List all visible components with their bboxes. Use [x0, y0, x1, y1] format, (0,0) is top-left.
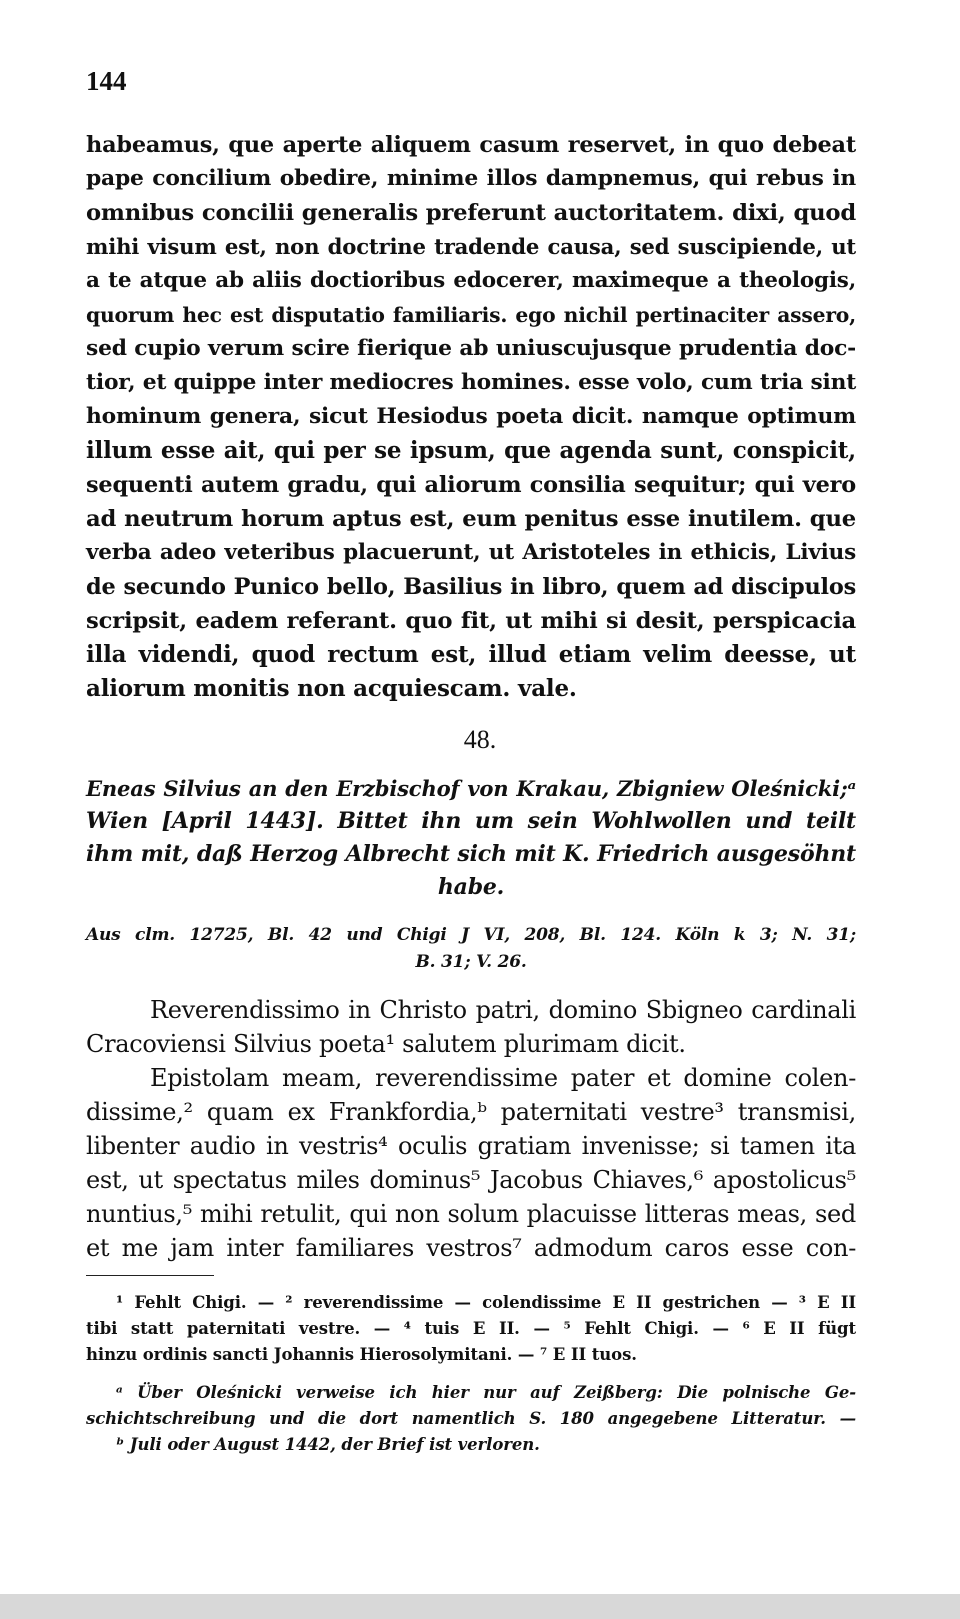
body-line: pape concilium obedire, minime illos dampnemus, qui rebus in [86, 166, 856, 191]
letter-line: dissime,² quam ex Frankfordia,ᵇ paternitati vestre³ transmisi, [86, 1098, 856, 1126]
body-line: sed cupio verum scire fierique ab uniuscujusque prudentia doc- [86, 336, 856, 361]
footnote-line: ᵃ Über Oleśnicki verweise ich hier nur auf Zeißberg: Die polnische Ge- [116, 1383, 856, 1402]
body-line: mihi visum est, non doctrine tradende causa, sed suscipiende, ut [86, 234, 856, 259]
source-line: B. 31; V. 26. [415, 952, 527, 972]
body-line: hominum genera, sicut Hesiodus poeta dicit. namque optimum [86, 404, 856, 429]
summary-line: ihm mit, daß Herzog Albrecht sich mit K. Friedrich ausgesöhnt [86, 841, 856, 867]
letter-line: est, ut spectatus miles dominus⁵ Jacobus Chiaves,⁶ apostolicus⁵ [86, 1166, 856, 1194]
body-line: quorum hec est disputatio familiaris. ego nichil pertinaciter assero, [86, 303, 856, 327]
letter-line: Epistolam meam, reverendissime pater et domine colen- [150, 1064, 856, 1092]
source-line: Aus clm. 12725, Bl. 42 und Chigi J VI, 208, Bl. 124. Köln k 3; N. 31; [86, 925, 856, 945]
footnote-line: ᵇ Juli oder August 1442, der Brief ist verloren. [116, 1435, 540, 1454]
body-line: omnibus concilii generalis preferunt auctoritatem. dixi, quod [86, 200, 856, 226]
letter-line: et me jam inter familiares vestros⁷ admodum caros esse con- [86, 1234, 856, 1262]
footnote-line: hinzu ordinis sancti Johannis Hierosolymitani. — ⁷ E II tuos. [86, 1345, 637, 1364]
body-line: sequenti autem gradu, qui aliorum consilia sequitur; qui vero [86, 472, 856, 498]
body-line: habeamus, que aperte aliquem casum reservet, in quo debeat [86, 132, 856, 158]
scan-bottom-edge [0, 1594, 960, 1619]
body-text [86, 128, 856, 706]
letter-summary [86, 772, 856, 904]
letter-text [86, 993, 856, 1265]
body-line: scripsit, eadem referant. quo fit, ut mihi si desit, perspicacia [86, 608, 856, 634]
body-line: illa videndi, quod rectum est, illud etiam velim deesse, ut [86, 641, 856, 668]
footnote-rule [86, 1275, 214, 1276]
footnote-line: ¹ Fehlt Chigi. — ² reverendissime — colendissime E II gestrichen — ³ E II [116, 1293, 856, 1312]
letter-number: 48. [463, 725, 497, 754]
letter-line: Reverendissimo in Christo patri, domino Sbigneo cardinali [150, 996, 856, 1024]
body-line: ad neutrum horum aptus est, eum penitus esse inutilem. que [86, 506, 856, 532]
body-line: aliorum monitis non acquiescam. vale. [86, 675, 577, 702]
letter-line: nuntius,⁵ mihi retulit, qui non solum placuisse litteras meas, sed [86, 1200, 856, 1228]
body-line: illum esse ait, qui per se ipsum, que agenda sunt, conspicit, [86, 437, 856, 464]
body-line: tior, et quippe inter mediocres homines. esse volo, cum tria sint [86, 370, 857, 395]
body-line: de secundo Punico bello, Basilius in libro, quem ad discipulos [86, 574, 856, 600]
footnotes-numeric [86, 1290, 856, 1368]
body-line: a te atque ab aliis doctioribus edocerer, maximeque a theologis, [86, 268, 856, 293]
letter-line: Cracoviensi Silvius poeta¹ salutem plurimam dicit. [86, 1030, 686, 1058]
summary-line: habe. [437, 874, 505, 900]
source-note [86, 922, 856, 976]
summary-line: Wien [April 1443]. Bittet ihn um sein Wohlwollen und teilt [86, 808, 856, 834]
footnote-line: schichtschreibung und die dort namentlich S. 180 angegebene Litteratur. — [86, 1409, 856, 1428]
footnotes-letter [86, 1380, 856, 1458]
summary-line: Eneas Silvius an den Erzbischof von Krakau, Zbigniew Oleśnicki;ᵃ [86, 776, 856, 801]
letter-line: libenter audio in vestris⁴ oculis gratiam invenisse; si tamen ita [86, 1132, 856, 1160]
body-line: verba adeo veteribus placuerunt, ut Aristoteles in ethicis, Livius [86, 540, 856, 565]
page-number: 144 [86, 66, 127, 96]
footnote-line: tibi statt paternitati vestre. — ⁴ tuis E II. — ⁵ Fehlt Chigi. — ⁶ E II fügt [86, 1319, 856, 1338]
